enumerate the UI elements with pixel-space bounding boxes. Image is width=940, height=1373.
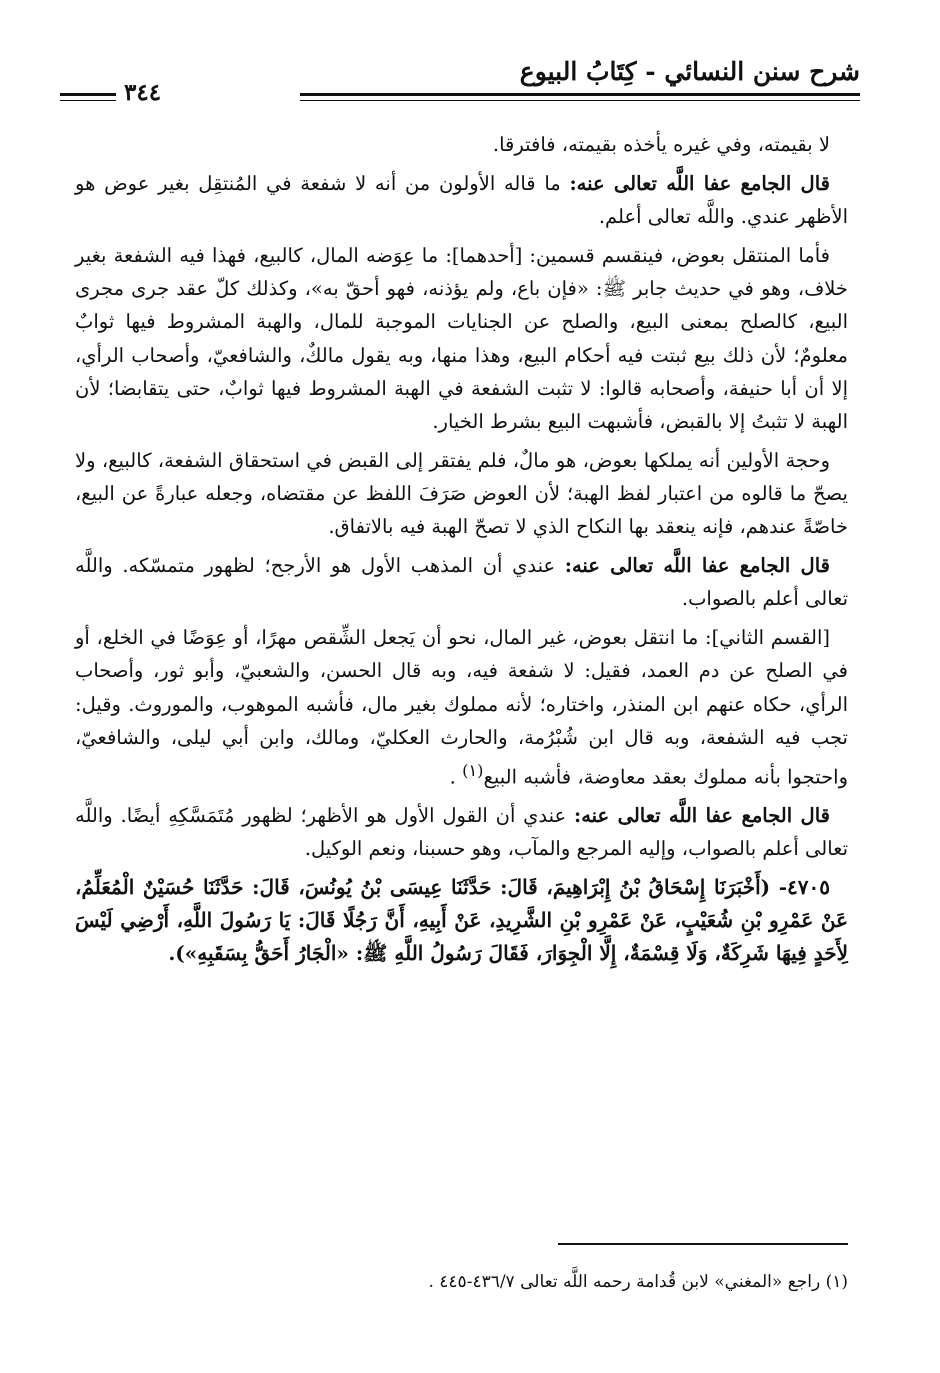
page-number: ٣٤٤ xyxy=(124,79,162,106)
footnote: (١) راجع «المغني» لابن قُدامة رحمه اللَّه تعالى ٤٣٦/٧-٤٤٥ . xyxy=(428,1272,848,1292)
main-text xyxy=(75,128,848,976)
compiler-remark-lead: قال الجامع عفا اللَّه تعالى عنه: xyxy=(569,172,830,196)
paragraph-3: فأما المنتقل بعوض، فينقسم قسمين: [أحدهما]: ما عِوَضه المال، كالبيع، فهذا فيه الشفعة بغير خلاف، وهو في حديث جابر ﷺ: «فإن باع، ولم يؤذنه، فهو أحقّ به»، وكذلك كلّ عقد جرى مجرى البيع، كالصلح بمعنى البيع، والصلح عن الجنايات الموجبة للمال، والهبة المشروط فيها ثوابٌ معلومٌ؛ لأن ذلك بيع ثبتت فيه أحكام البيع، وهذا منها، وبه يقول مالكٌ، والشافعيّ، وأصحاب الرأي، إلا أن أبا حنيفة، وأصحابه قالوا: لا تثبت الشفعة في الهبة المشروط فيها ثوابٌ، حتى يتقابضا؛ لأن الهبة لا تثبتُ إلا بالقبض، فأشبهت البيع بشرط الخيار. xyxy=(75,244,848,433)
paragraph-1: لا بقيمته، وفي غيره يأخذه بقيمته، فافترقا. xyxy=(492,133,830,156)
paragraph-7: قال الجامع عفا اللَّه تعالى عنه: عندي أن القول الأول هو الأظهر؛ لظهور مُتَمَسَّكِهِ أيضًا. واللَّه تعالى أعلم بالصواب، وإليه المرجع والمآب، وهو حسبنا، ونعم الوكيل. xyxy=(75,804,848,861)
compiler-remark-lead: قال الجامع عفا اللَّه تعالى عنه: xyxy=(574,804,830,828)
page-header xyxy=(60,55,860,105)
header-rule-left xyxy=(60,93,116,96)
footnote-separator xyxy=(558,1243,848,1245)
compiler-remark-lead: قال الجامع عفا اللَّه تعالى عنه: xyxy=(564,554,830,578)
header-rule-left-thin xyxy=(60,100,116,101)
paragraph-4: وحجة الأولين أنه يملكها بعوض، هو مالٌ، فلم يفتقر إلى القبض في استحقاق الشفعة، كالبيع، ولا يصحّ ما قالوه من اعتبار لفظ الهبة؛ لأن العوض صَرَفَ اللفظ عن مقتضاه، وجعله عبارةً عن البيع، خاصّةً عندهم، فإنه ينعقد بها النكاح الذي لا تصحّ الهبة فيه بالاتفاق. xyxy=(75,448,848,539)
hadith-text: ٤٧٠٥- (أَخْبَرَنَا إِسْحَاقُ بْنُ إِبْرَاهِيمَ، قَالَ: حَدَّثَنَا عِيسَى بْنُ يُونُسَ، قَالَ: حَدَّثَنَا حُسَيْنٌ الْمُعَلِّمُ، عَنْ عَمْرِو بْنِ شُعَيْبٍ، عَنْ عَمْرِو بْنِ الشَّرِيدِ، عَنْ أَبِيهِ، أَنَّ رَجُلًا قَالَ: يَا رَسُولَ اللَّهِ، أَرْضِي لَيْسَ لِأَحَدٍ فِيهَا شَرِكَةٌ، وَلَا قِسْمَةٌ، إِلَّا الْجِوَارَ، فَقَالَ رَسُولُ اللَّهِ ﷺ: «الْجَارُ أَحَقُّ بِسَقَبِهِ»). xyxy=(75,875,848,966)
paragraph-2: قال الجامع عفا اللَّه تعالى عنه: ما قاله الأولون من أنه لا شفعة في المُنتقِل بغير عوض هو الأظهر عندي. واللَّه تعالى أعلم. xyxy=(75,172,848,229)
paragraph-5: قال الجامع عفا اللَّه تعالى عنه: عندي أن المذهب الأول هو الأرجح؛ لظهور متمسّكه. واللَّه تعالى أعلم بالصواب. xyxy=(75,554,848,611)
footnote-marker: (١) xyxy=(462,760,484,780)
running-title: شرح سنن النسائي - كِتَابُ البيوع xyxy=(519,57,860,86)
paragraph-6: [القسم الثاني]: ما انتقل بعوض، غير المال، نحو أن يَجعل الشِّقص مهرًا، أو عِوَضًا في الخلع، أو في الصلح عن دم العمد، فقيل: لا شفعة فيه، وبه قال الحسن، والشعبيّ، وأبو ثور، وأصحاب الرأي، حكاه عنهم ابن المنذر، واختاره؛ لأنه مملوك بغير مال، فأشبه الموهوب، والموروث. وقيل: تجب فيه الشفعة، وبه قال ابن شُبْرُمة، والحارث العكليّ، ومالك، وابن أبي ليلى، والشافعيّ، واحتجوا بأنه مملوك بعقد معاوضة، فأشبه البيع$^{(١)}$ . xyxy=(75,626,848,789)
header-rule xyxy=(300,93,860,96)
header-rule-thin xyxy=(300,100,860,101)
